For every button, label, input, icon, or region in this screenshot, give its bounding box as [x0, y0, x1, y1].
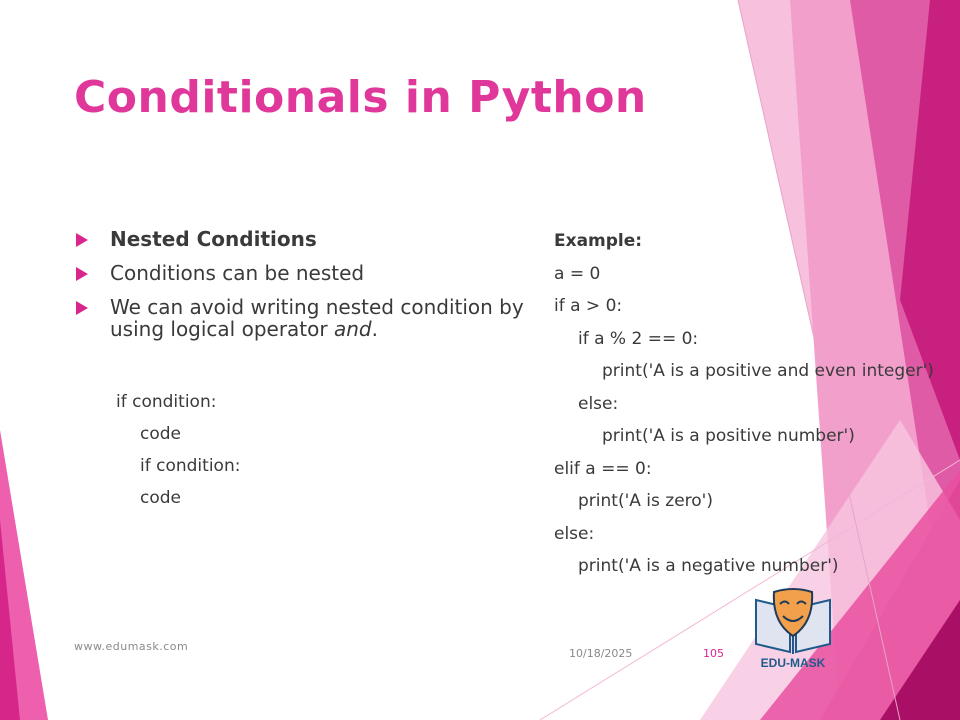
bullet-list [74, 228, 524, 352]
bullet-text: Conditions can be nested [110, 261, 365, 285]
code-line: a = 0 [554, 263, 601, 284]
bullet-text: Nested Conditions [110, 227, 317, 251]
slide-title: Conditionals in Python [74, 72, 647, 123]
code-line: else: [554, 523, 595, 544]
code-line: print('A is zero') [578, 491, 713, 511]
code-example [554, 228, 934, 586]
code-line: if a > 0: [554, 296, 623, 316]
code-line: print('A is a positive and even integer') [602, 361, 934, 381]
syntax-line: code [140, 424, 181, 444]
example-heading: Example: [554, 231, 643, 251]
syntax-line: code [140, 488, 181, 508]
syntax-line: if condition: [116, 392, 217, 412]
bullet-arrow-icon [76, 233, 88, 247]
emphasis-text: and [333, 317, 372, 341]
bullet-arrow-icon [76, 267, 88, 281]
syntax-template [116, 390, 240, 518]
code-line: elif a == 0: [554, 458, 652, 479]
code-line: else: [578, 393, 619, 414]
code-line: if a % 2 == 0: [578, 328, 699, 349]
code-line: print('A is a negative number') [578, 556, 839, 576]
footer-url: www.edumask.com [74, 640, 189, 653]
syntax-line: if condition: [140, 456, 241, 476]
bullet-item [74, 228, 524, 250]
code-line: print('A is a positive number') [602, 426, 855, 446]
bullet-text: We can avoid writing nested condition by using logical operator and. [110, 295, 524, 341]
logo-text: EDU-MASK [760, 656, 826, 670]
footer-date: 10/18/2025 [569, 647, 633, 660]
page-number: 105 [703, 647, 724, 660]
bullet-arrow-icon [76, 301, 88, 315]
bullet-item [74, 262, 524, 284]
bullet-item [74, 296, 524, 340]
